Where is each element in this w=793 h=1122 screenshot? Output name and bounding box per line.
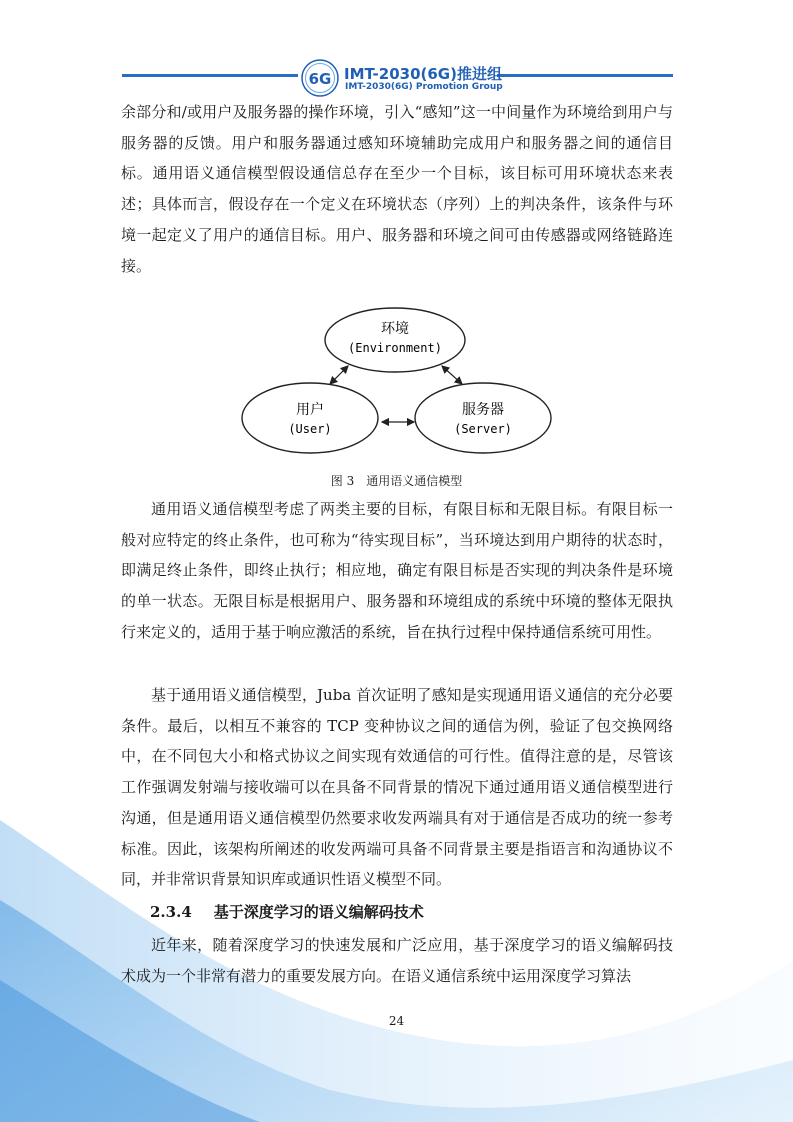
section-title: 基于深度学习的语义编解码技术 <box>213 903 424 921</box>
header-rule-right <box>497 74 673 77</box>
page-number: 24 <box>388 1014 405 1028</box>
section-number: 2.3.4 <box>150 903 192 921</box>
user-label-en: (User) <box>288 422 332 436</box>
environment-node <box>325 308 465 372</box>
server-label-cn: 服务器 <box>462 402 504 418</box>
arrow-environment-server <box>442 366 462 384</box>
svg-text:6G: 6G <box>308 70 332 88</box>
paragraph-3: 基于通用语义通信模型，Juba 首次证明了感知是实现通用语义通信的充分必要条件。最后，以相互不兼容的 TCP 变种协议之间的通信为例，验证了包交换网络中，在不同包大小和格式协议之间实现有效通信的可行性。值得注意的是，尽管该工作强调发射端与接收端可以在具备不同背景的情况下通过通用语义通信模型进行沟通，但是通用语义通信模型仍然要求收发两端具有对于通信是否成功的统一参考标准。因此，该架构所阐述的收发两端可具备不同背景主要是指语言和沟通协议不同，并非常识背景知识库或通识性语义模型不同。 <box>121 686 673 889</box>
environment-label-en: (Environment) <box>348 341 442 355</box>
paragraph-2: 通用语义通信模型考虑了两类主要的目标，有限目标和无限目标。有限目标一般对应特定的终止条件，也可称为“待实现目标”，当环境达到用户期待的状态时，即满足终止条件，即终止执行；相应地，确定有限目标是否实现的判决条件是环境的单一状态。无限目标是根据用户、服务器和环境组成的系统中环境的整体无限执行来定义的，适用于基于响应激活的系统，旨在执行过程中保持通信系统可用性。 <box>121 500 673 641</box>
user-node <box>242 383 378 453</box>
paragraph-1: 余部分和/或用户及服务器的操作环境，引入“感知”这一中间量作为环境给到用户与服务器的反馈。用户和服务器通过感知环境辅助完成用户和服务器之间的通信目标。通用语义通信模型假设通信总存在至少一个目标，该目标可用环境状态来表述；具体而言，假设存在一个定义在环境状态（序列）上的判决条件，该条件与环境一起定义了用户的通信目标。用户、服务器和环境之间可由传感器或网络链路连接。 <box>121 103 673 275</box>
org-title: IMT-2030(6G)推进组 <box>344 65 502 83</box>
figure-caption: 图 3 通用语义通信模型 <box>330 474 463 488</box>
server-label-en: (Server) <box>454 422 512 436</box>
org-subtitle: IMT-2030(6G) Promotion Group <box>345 82 503 92</box>
server-node <box>415 383 551 453</box>
header-rule-left <box>122 74 298 77</box>
user-label-cn: 用户 <box>296 402 324 418</box>
environment-label-cn: 环境 <box>381 321 409 337</box>
section-heading <box>150 901 424 922</box>
arrow-environment-user <box>330 366 348 384</box>
communication-model-diagram <box>230 304 560 464</box>
paragraph-4: 近年来，随着深度学习的快速发展和广泛应用，基于深度学习的语义编解码技术成为一个非常有潜力的重要发展方向。在语义通信系统中运用深度学习算法 <box>121 936 673 985</box>
6g-logo-icon <box>300 58 340 98</box>
